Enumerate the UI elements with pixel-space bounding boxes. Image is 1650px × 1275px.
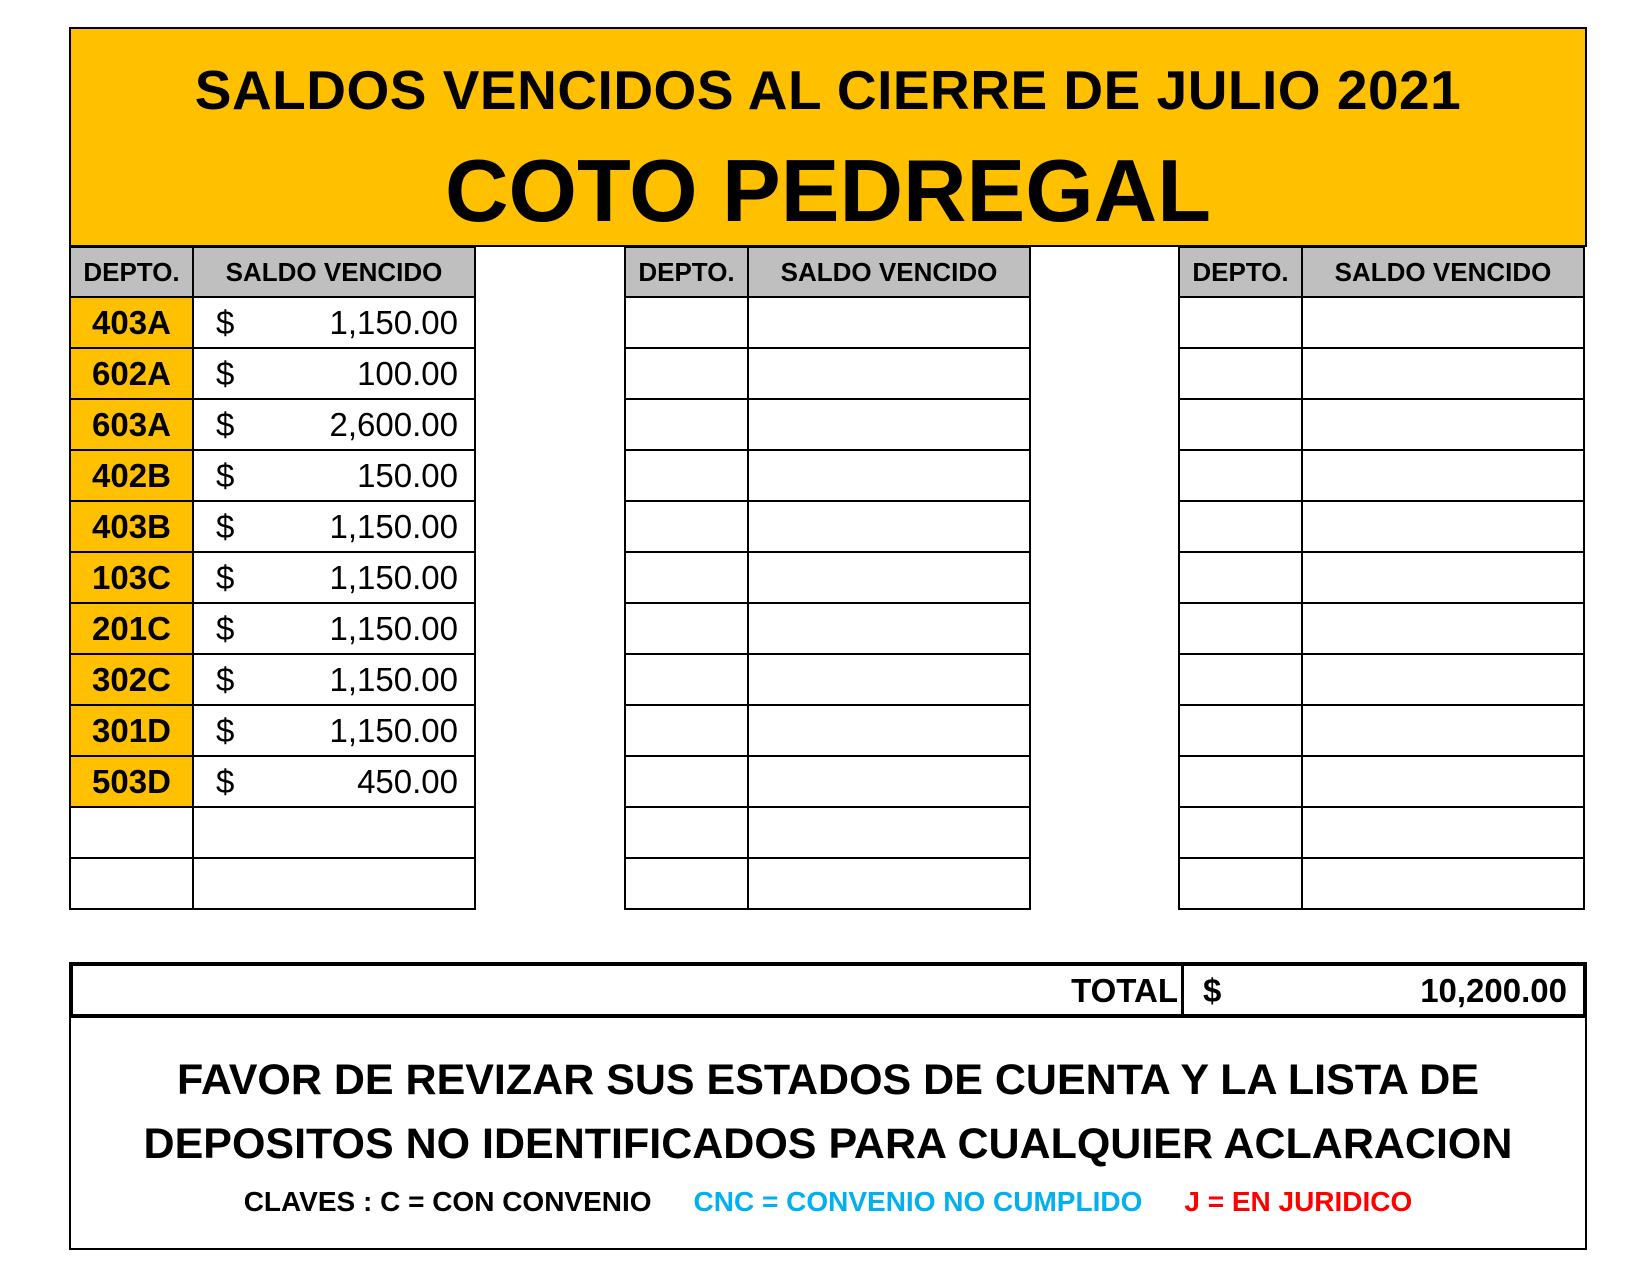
saldo-cell	[748, 552, 1030, 603]
legend-cnc: CNC = CONVENIO NO CUMPLIDO	[693, 1186, 1143, 1217]
total-currency: $	[1203, 972, 1222, 1009]
depto-header: DEPTO.	[1179, 247, 1302, 297]
table-row	[70, 807, 475, 858]
table-row	[70, 450, 475, 501]
depto-cell	[625, 348, 748, 399]
depto-cell	[1179, 654, 1302, 705]
depto-cell	[1179, 756, 1302, 807]
notice-line-1: FAVOR DE REVIZAR SUS ESTADOS DE CUENTA Y LA LISTA DE	[176, 1056, 1480, 1104]
depto-cell	[1179, 501, 1302, 552]
table-row	[625, 654, 1030, 705]
table-row	[1179, 552, 1584, 603]
depto-cell	[1179, 807, 1302, 858]
saldo-cell	[193, 297, 475, 348]
table-row	[625, 348, 1030, 399]
saldo-cell	[748, 807, 1030, 858]
depto-cell	[1179, 858, 1302, 909]
depto-cell	[625, 450, 748, 501]
saldo-cell	[748, 450, 1030, 501]
legend	[71, 1186, 1585, 1218]
amount-value: 1,150.00	[329, 558, 458, 596]
depto-cell: 402B	[70, 450, 193, 501]
depto-cell	[1179, 348, 1302, 399]
legend-j: J = EN JURIDICO	[1184, 1186, 1413, 1217]
saldo-header: SALDO VENCIDO	[193, 247, 475, 297]
table-row	[625, 552, 1030, 603]
depto-cell	[1179, 297, 1302, 348]
saldo-cell	[193, 756, 475, 807]
saldo-cell	[1302, 603, 1584, 654]
saldo-cell	[748, 756, 1030, 807]
depto-header: DEPTO.	[625, 247, 748, 297]
depto-cell: 103C	[70, 552, 193, 603]
total-bar	[69, 962, 1587, 1018]
saldo-cell	[1302, 399, 1584, 450]
notice-line-2: DEPOSITOS NO IDENTIFICADOS PARA CUALQUIER ACLARACION	[143, 1120, 1513, 1168]
saldo-cell	[1302, 552, 1584, 603]
amount-value: 1,150.00	[329, 660, 458, 698]
saldo-cell	[748, 348, 1030, 399]
table-row	[1179, 807, 1584, 858]
amount-value: 450.00	[357, 762, 458, 800]
table-row	[1179, 297, 1584, 348]
depto-cell	[70, 807, 193, 858]
amount-value: 1,150.00	[329, 609, 458, 647]
table-row	[70, 348, 475, 399]
currency-symbol: $	[216, 762, 235, 800]
saldo-cell	[1302, 450, 1584, 501]
saldo-cell	[748, 297, 1030, 348]
saldo-cell	[193, 858, 475, 909]
table-row	[625, 756, 1030, 807]
currency-symbol: $	[216, 660, 235, 698]
depto-cell	[1179, 450, 1302, 501]
total-value: 10,200.00	[1420, 972, 1567, 1009]
saldo-cell	[1302, 501, 1584, 552]
depto-cell	[1179, 399, 1302, 450]
depto-cell	[1179, 705, 1302, 756]
depto-cell	[625, 552, 748, 603]
table-row	[70, 501, 475, 552]
depto-cell	[1179, 603, 1302, 654]
title-banner	[69, 27, 1587, 247]
table-row	[1179, 450, 1584, 501]
table-row	[1179, 705, 1584, 756]
balance-table-2	[624, 246, 1031, 910]
depto-cell	[625, 756, 748, 807]
depto-cell	[625, 399, 748, 450]
table-row	[70, 552, 475, 603]
depto-cell	[1179, 552, 1302, 603]
table-row	[625, 603, 1030, 654]
saldo-cell	[193, 450, 475, 501]
saldo-cell	[193, 654, 475, 705]
depto-cell: 503D	[70, 756, 193, 807]
table-row	[1179, 603, 1584, 654]
currency-symbol: $	[216, 558, 235, 596]
balance-table-3	[1178, 246, 1585, 910]
saldo-header: SALDO VENCIDO	[748, 247, 1030, 297]
saldo-cell	[1302, 297, 1584, 348]
amount-value: 1,150.00	[329, 303, 458, 341]
depto-header: DEPTO.	[70, 247, 193, 297]
table-row	[625, 807, 1030, 858]
currency-symbol: $	[216, 405, 235, 443]
saldo-cell	[748, 501, 1030, 552]
depto-cell: 403A	[70, 297, 193, 348]
table-row	[1179, 348, 1584, 399]
table-row	[1179, 399, 1584, 450]
depto-cell	[625, 858, 748, 909]
currency-symbol: $	[216, 507, 235, 545]
report-title: SALDOS VENCIDOS AL CIERRE DE JULIO 2021	[194, 59, 1462, 121]
depto-cell: 302C	[70, 654, 193, 705]
currency-symbol: $	[216, 711, 235, 749]
saldo-cell	[748, 858, 1030, 909]
saldo-cell	[193, 705, 475, 756]
depto-cell	[625, 297, 748, 348]
amount-value: 150.00	[357, 456, 458, 494]
saldo-cell	[748, 705, 1030, 756]
notice-box	[69, 1016, 1587, 1250]
currency-symbol: $	[216, 303, 235, 341]
table-row	[625, 297, 1030, 348]
depto-cell	[70, 858, 193, 909]
table-row	[70, 297, 475, 348]
table-row	[625, 399, 1030, 450]
depto-cell	[625, 705, 748, 756]
table-row	[625, 501, 1030, 552]
table-row	[70, 858, 475, 909]
currency-symbol: $	[216, 354, 235, 392]
total-label: TOTAL	[1071, 972, 1178, 1009]
table-row	[625, 450, 1030, 501]
depto-cell: 201C	[70, 603, 193, 654]
amount-value: 2,600.00	[329, 405, 458, 443]
report-subtitle: COTO PEDREGAL	[444, 141, 1211, 240]
saldo-cell	[1302, 654, 1584, 705]
legend-c: CLAVES : C = CON CONVENIO	[243, 1186, 652, 1217]
depto-cell	[625, 603, 748, 654]
table-row	[1179, 756, 1584, 807]
table-row	[1179, 501, 1584, 552]
balance-table-1	[69, 246, 476, 910]
amount-value: 100.00	[357, 354, 458, 392]
depto-cell: 603A	[70, 399, 193, 450]
saldo-cell	[193, 807, 475, 858]
amount-value: 1,150.00	[329, 507, 458, 545]
saldo-cell	[1302, 705, 1584, 756]
total-divider	[1181, 966, 1184, 1014]
amount-value: 1,150.00	[329, 711, 458, 749]
depto-cell: 602A	[70, 348, 193, 399]
saldo-cell	[193, 603, 475, 654]
saldo-cell	[748, 654, 1030, 705]
saldo-cell	[748, 603, 1030, 654]
saldo-cell	[193, 348, 475, 399]
table-row	[1179, 858, 1584, 909]
depto-cell	[625, 501, 748, 552]
saldo-cell	[1302, 348, 1584, 399]
currency-symbol: $	[216, 456, 235, 494]
depto-cell: 403B	[70, 501, 193, 552]
depto-cell	[625, 807, 748, 858]
table-row	[1179, 654, 1584, 705]
depto-cell: 301D	[70, 705, 193, 756]
depto-cell	[625, 654, 748, 705]
saldo-cell	[1302, 858, 1584, 909]
saldo-cell	[193, 399, 475, 450]
table-row	[70, 654, 475, 705]
saldo-cell	[748, 399, 1030, 450]
table-row	[625, 858, 1030, 909]
currency-symbol: $	[216, 609, 235, 647]
table-row	[70, 399, 475, 450]
table-row	[70, 705, 475, 756]
saldo-cell	[193, 501, 475, 552]
saldo-cell	[193, 552, 475, 603]
saldo-cell	[1302, 807, 1584, 858]
saldo-header: SALDO VENCIDO	[1302, 247, 1584, 297]
table-row	[70, 603, 475, 654]
saldo-cell	[1302, 756, 1584, 807]
table-row	[625, 705, 1030, 756]
table-row	[70, 756, 475, 807]
